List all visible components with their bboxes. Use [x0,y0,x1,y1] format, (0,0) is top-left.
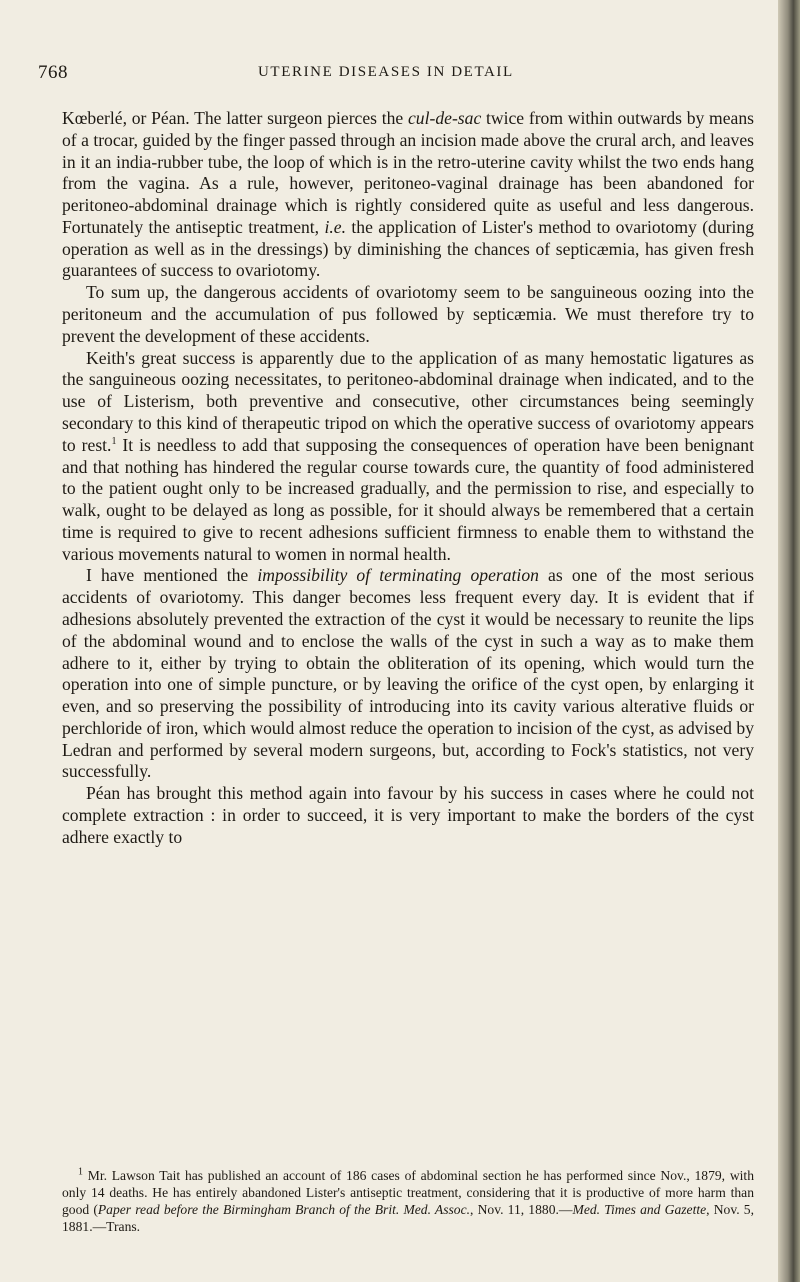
page-header [0,62,778,86]
footnote [62,1168,754,1236]
italic-text: cul-de-sac [407,108,482,128]
text-run: Keith's great success is apparently due to the application of as many hemostatic ligatures as the sanguineous oozing necessitates, to peritoneo-abdominal drainage when indicated, and to the use of Listerism, both preventive and consecutive, other circumstances being seemingly secondary to this kind of therapeutic tripod on which the operative success of ovariotomy appears to rest. [62,347,754,455]
italic-text: impossibility of terminating operation [257,565,539,586]
paragraph [62,108,754,282]
text-run: To sum up, the dangerous accidents of ovariotomy seem to be sanguineous oozing into the peritoneum and the accumulation of pus followed by septicæmia. We must therefore try to prevent the development of these accidents. [62,282,754,346]
italic-text: Paper read before the Birmingham Branch of the Brit. Med. Assoc. [97,1201,471,1217]
paragraph [62,348,754,566]
text-run: Mr. Lawson Tait has published an account of 186 cases of abdominal section he has performed since Nov., 1879, with only 14 deaths. He has entirely abandoned Lister's antiseptic treatment, considering that it is productive of more harm than good ( [62,1168,754,1217]
text-run: It is needless to add that supposing the consequences of operation have been benignant and that nothing has hindered the regular course towards cure, the quantity of food administered to the patient ought only to be increased gradually, and the permission to rise, and especially to walk, ought to be delayed as long as possible, for it should always be remembered that a certain time is required to give to recent adhesions sufficient firmness to enable them to withstand the various movements natural to women in normal health. [62,434,754,564]
text-run: Kœberlé, or Péan. The latter surgeon pierces the [62,108,408,128]
text-run: , Nov. 5, 1881.—Trans. [62,1201,755,1234]
page-number: 768 [38,62,68,83]
footnote-marker: 1 [111,435,117,447]
text-run: twice from within outwards by means of a trocar, guided by the finger passed through an incision made above the crural arch, and leaves in it an india-rubber tube, the loop of which is in the retro-uterine cavity whilst the two ends hang from the vagina. As a rule, however, peritoneo-vaginal drainage has been abandoned for peritoneo-abdominal drainage which is rightly considered quite as useful and less dangerous. Fortunately the antiseptic treatment, [62,108,754,237]
text-run: as one of the most serious accidents of ovariotomy. This danger becomes less frequent every day. It is evident that if adhesions absolutely prevented the extraction of the cyst it would be necessary to reunite the lips of the abdominal wound and to enclose the walls of the cyst in such a way as to make them adhere to it, either by trying to obtain the obliteration of its opening, which would turn the operation into one of simple puncture, or by leaving the orifice of the cyst open, by enlarging it even, and so preserving the possibility of introducing into its cavity various alterative fluids or perchloride of iron, which would almost reduce the operation to incision of the cyst, as advised by Ledran and performed by several modern surgeons, but, according to Fock's statistics, not very successfully. [62,565,754,782]
italic-text: i.e. [324,216,346,237]
text-run: the application of Lister's method to ovariotomy (during operation as well as in the dressings) by diminishing the chances of septicæmia, has given fresh guarantees of success to ovariotomy. [62,216,754,281]
paragraph [62,565,754,783]
running-head: UTERINE DISEASES IN DETAIL [258,64,514,80]
text-run: Péan has brought this method again into favour by his success in cases where he could not complete extraction : in order to succeed, it is very important to make the borders of the cyst adhere exactly to [62,783,754,847]
book-spine-edge [778,0,800,1282]
footnote-marker: 1 [78,1166,83,1178]
body-text [62,108,754,849]
text-run: I have mentioned the [86,565,258,586]
paragraph [62,282,754,347]
paragraph [62,783,754,848]
italic-text: Med. Times and Gazette [572,1201,707,1217]
text-run: , Nov. 11, 1880.— [470,1201,573,1217]
